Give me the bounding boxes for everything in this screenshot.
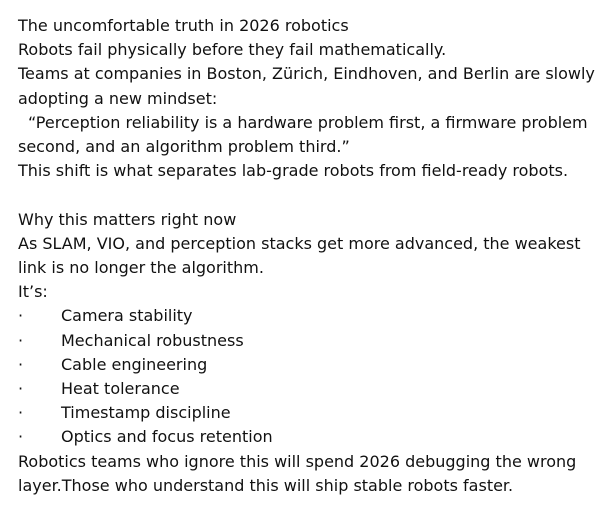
list-item-text: Cable engineering bbox=[61, 354, 208, 374]
shift-paragraph: This shift is what separates lab-grade robots from field-ready robots. bbox=[18, 161, 569, 181]
tagline: Robots fail physically before they fail mathematically. bbox=[18, 40, 447, 60]
list-item-text: Timestamp discipline bbox=[61, 403, 231, 423]
list-item bbox=[18, 425, 598, 449]
quote-paragraph bbox=[18, 111, 598, 159]
list-item bbox=[18, 329, 598, 353]
intro-paragraph: Teams at companies in Boston, Zürich, Eindhoven, and Berlin are slowly adopting a new mindset: bbox=[18, 64, 595, 108]
list-item bbox=[18, 353, 598, 377]
list-item bbox=[18, 304, 598, 328]
its-label: It’s: bbox=[18, 282, 48, 302]
list-item bbox=[18, 401, 598, 425]
bullet-marker: · bbox=[18, 306, 24, 326]
closing-paragraph: Robotics teams who ignore this will spend 2026 debugging the wrong layer.Those who understand this will ship stable robots faster. bbox=[18, 451, 577, 495]
bullet-marker: · bbox=[18, 403, 24, 423]
list-item-text: Optics and focus retention bbox=[61, 427, 273, 447]
list-item-text: Camera stability bbox=[61, 306, 193, 326]
bullet-list bbox=[18, 304, 598, 449]
blank-line bbox=[18, 183, 598, 207]
section-body: As SLAM, VIO, and perception stacks get more advanced, the weakest link is no longer the algorithm. bbox=[18, 233, 581, 278]
list-item-text: Mechanical robustness bbox=[61, 330, 244, 350]
heading: The uncomfortable truth in 2026 robotics bbox=[18, 16, 349, 35]
quote-text: “Perception reliability is a hardware problem first, a firmware problem second, and an algorithm problem third.” bbox=[18, 112, 588, 157]
bullet-marker: · bbox=[18, 379, 24, 399]
list-item bbox=[18, 377, 598, 401]
bullet-marker: · bbox=[18, 330, 24, 350]
section-heading: Why this matters right now bbox=[18, 209, 237, 229]
bullet-marker: · bbox=[18, 354, 24, 374]
list-item-text: Heat tolerance bbox=[61, 379, 180, 399]
bullet-marker: · bbox=[18, 427, 24, 447]
